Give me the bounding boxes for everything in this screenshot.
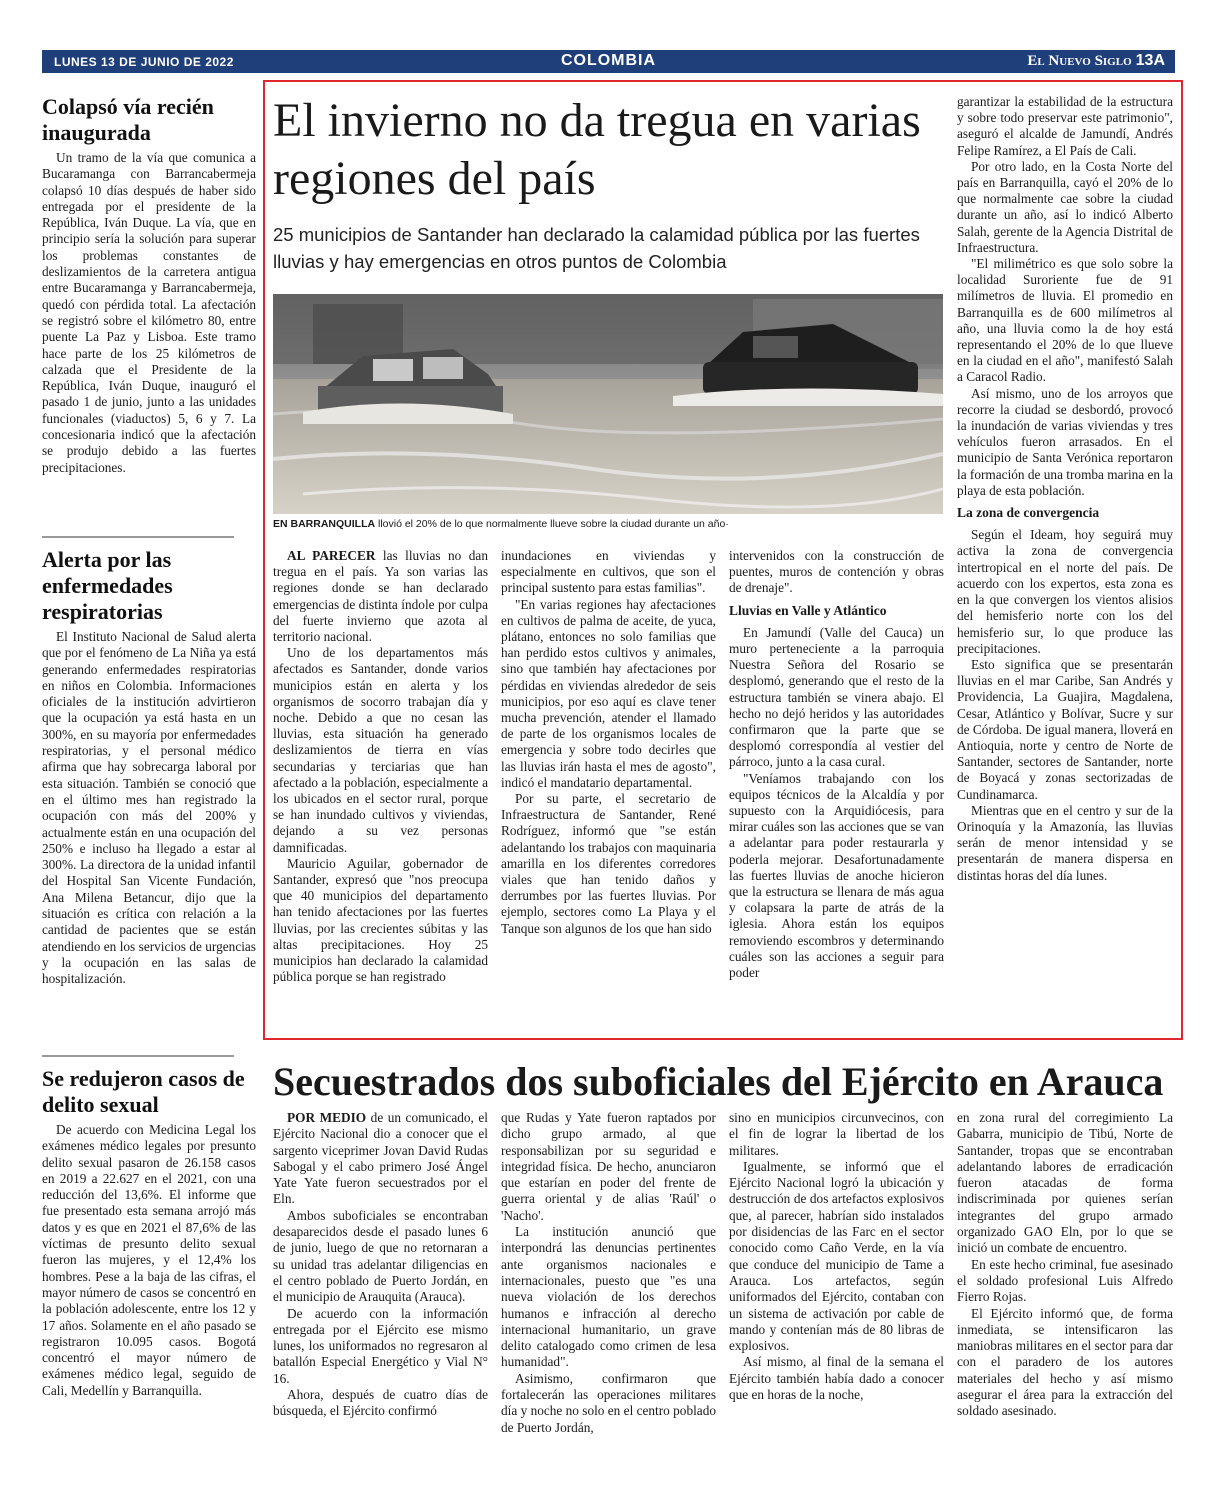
lead-in: AL PARECER	[287, 548, 376, 563]
story-column-2	[501, 1110, 716, 1436]
story-title: Colapsó vía recién inaugurada	[42, 94, 214, 145]
paragraph: Así mismo, al final de la semana el Ejército también había dado a conocer que en horas de la noche,	[729, 1354, 944, 1403]
page-number: 13A	[1135, 52, 1165, 69]
flood-photo	[273, 294, 943, 514]
feature-column-1	[273, 548, 488, 985]
subhead: La zona de convergencia	[957, 505, 1100, 521]
issue-date: LUNES 13 DE JUNIO DE 2022	[54, 55, 234, 69]
paragraph: "El milimétrico es que solo sobre la localidad Suroriente fue de 91 milímetros de lluvia. El promedio en Barranquilla es de 600 milímetros al año, una lluvia como la de hoy está representando el 20% de lo que llueve en la ciudad en el año", manifestó Salah a Caracol Radio.	[957, 256, 1173, 385]
feature-column-4	[957, 94, 1173, 884]
caption-lead: EN BARRANQUILLA	[273, 518, 376, 530]
paragraph: En este hecho criminal, fue asesinado el soldado profesional Luis Alfredo Fierro Rojas.	[957, 1256, 1173, 1305]
paragraph: Mientras que en el centro y sur de la Orinoquía y la Amazonía, las lluvias serán de menor intensidad y se presentarán de manera dispersa en distintas horas del día lunes.	[957, 802, 1173, 883]
page-header	[42, 50, 1175, 73]
paragraph: "En varias regiones hay afectaciones en cultivos de palma de aceite, de yuca, plátano, entonces no solo familias que han perdido estos cultivos y animales, sino que también hay afectaciones por pérdidas en viviendas alrededor de seis municipios, por eso aquí es clave tener mucha prevención, atender el llamado de parte de los organismos locales de emergencia y sobre todo decirles que las lluvias irán hasta el mes de agosto", indicó el mandatario departamental.	[501, 596, 716, 790]
paragraph: las lluvias no dan tregua en el país. Ya son varias las regiones donde se han declarado emergencias de distinta índole por culpa del fuerte invierno que azota al territorio nacional.	[273, 548, 488, 645]
feature-column-3	[729, 548, 944, 981]
paragraph: En Jamundí (Valle del Cauca) un muro perteneciente a la parroquia Nuestra Señora del Rosario se desplomó, generando que el resto de la estructura también se vinera abajo. El hecho no dejó heridos y las autoridades confirmaron que la parte que se desplomó correspondía al vestier del párroco, junto a la casa cural.	[729, 624, 944, 770]
paragraph: intervenidos con la construcción de puentes, muros de contención y obras de drenaje".	[729, 548, 944, 596]
subhead: Lluvias en Valle y Atlántico	[729, 602, 887, 618]
paragraph: El Ejército informó que, de forma inmediata, se intensificaron las maniobras militares en el sector para dar con el paradero de los autores materiales del hecho y así mismo asegurar el área para la extracción del soldado asesinado.	[957, 1305, 1173, 1419]
paragraph: Mauricio Aguilar, gobernador de Santander, expresó que "nos preocupa que 40 municipios del departamento han tenido afectaciones por las fuertes lluvias, por las crecientes súbitas y las altas precipitaciones. Hoy 25 municipios han declarado la calamidad pública porque se han registrado	[273, 855, 488, 985]
story-body: Un tramo de la vía que comunica a Bucaramanga con Barrancabermeja colapsó 10 días después de haber sido entregada por el presidente de la República, Iván Duque. La vía, que en principio sería la solución para superar los problemas constantes de deslizamientos de la carretera antigua entre Bucaramanga y Barrancabermeja, quedó con pérdida total. La afectación se registró sobre el kilómetro 80, entre puente La Paz y Lisboa. Este tramo hace parte de los 25 kilómetros de calzada que el Presidente de la República, Iván Duque, inauguró el pasado 1 de junio, junto a las unidades funcionales (viaductos) 5, 6 y 7. La concesionaria indicó que la afectación se produjo debido a las fuertes precipitaciones.	[42, 150, 256, 475]
paragraph: Igualmente, se informó que el Ejército Nacional logró la ubicación y destrucción de dos artefactos explosivos que, al parecer, habrían sido instalados por disidencias de las Farc en el sector conocido como Caño Verde, en la vía que conduce del municipio de Tame a Arauca. Los artefactos, según uniformados del Ejército, contaban con un sistema de activación por cable de mando y contenían más de 80 libras de explosivos.	[729, 1158, 944, 1354]
divider	[42, 1055, 234, 1057]
story-body: De acuerdo con Medicina Legal los exámenes médico legales por presunto delito sexual pasaron de 26.158 casos en 2019 a 22.627 en el 2021, con una reducción del 13,6%. El informe que fue presentado esta semana arrojó más datos y es que en 2021 el 87,6% de las víctimas de presunto delito sexual fueron las mujeres, y el 12,4% los hombres. Pese a la baja de las cifras, el mayor número de casos se concentró en la población adolescente, entre los 12 y 17 años. Solamente en el año pasado se registraron 10.095 casos. Bogotá concentró el mayor número de exámenes médico legal, seguido de Cali, Medellín y Barranquilla.	[42, 1122, 256, 1398]
paragraph: Uno de los departamentos más afectados es Santander, donde varios municipios están en alerta y los organismos de socorro trabajan día y noche. Debido a que no cesan las lluvias, esta situación ha generado deslizamientos de tierra en vías secundarias y terciarias que han afectado a la población, especialmente a los ubicados en el sector rural, porque se han inundado cultivos y viviendas, dejando a su vez personas damnificadas.	[273, 645, 488, 855]
paragraph: Así mismo, uno de los arroyos que recorre la ciudad se desbordó, provocó la inundación de varias viviendas y tres vehículos fueron arrasados. En el municipio de Santa Verónica reportaron la formación de una tromba marina en la playa de esta población.	[957, 385, 1173, 498]
paragraph: en zona rural del corregimiento La Gabarra, municipio de Tibú, Norte de Santander, tropas que se encontraban adelantando labores de erradicación fueron atacadas de forma indiscriminada por quienes serían integrantes del grupo armado organizado GAO Eln, por lo que se inició un combate de encuentro.	[957, 1110, 1173, 1256]
paragraph: que Rudas y Yate fueron raptados por dicho grupo armado, al que responsabilizan por su seguridad e integridad física. De hecho, anunciaron que estarían en poder del frente de guerra oriental y de alias 'Raúl' o 'Nacho'.	[501, 1110, 716, 1223]
paragraph: Por otro lado, en la Costa Norte del país en Barranquilla, cayó el 20% de lo que normalmente cae sobre la ciudad durante un año, así lo indicó Alberto Salah, gerente de la Agencia Distrital de Infraestructura.	[957, 158, 1173, 255]
paragraph: Asimismo, confirmaron que fortalecerán las operaciones militares día y noche no solo en el centro poblado de Puerto Jordán,	[501, 1370, 716, 1435]
paragraph: Ahora, después de cuatro días de búsqueda, el Ejército confirmó	[273, 1387, 488, 1419]
masthead	[1027, 52, 1165, 70]
paragraph: "Veníamos trabajando con los equipos técnicos de la Alcaldía y por supuesto con la Arquidiócesis, para mirar cuáles son las acciones que se van a adelantar para poder restaurarla y poderla mejorar. Desafortunadamente las fuertes lluvias de anoche hicieron que la estructura se llenara de más agua y colapsara la parte de atrás de la iglesia. Ahora están los equipos removiendo escombros y determinando cuáles son las acciones a seguir para poder	[729, 770, 944, 981]
brand-name: El Nuevo Siglo	[1027, 53, 1132, 69]
paragraph: Por su parte, el secretario de Infraestructura de Santander, René Rodríguez, informó que "se están adelantando los trabajos con maquinaria amarilla en los diferentes corredores viales que han tenido daños y derrumbes por las fuertes lluvias. Por ejemplo, sectores como La Playa y el Tanque son algunos de los que han sido	[501, 791, 716, 936]
paragraph: de un comunicado, el Ejército Nacional dio a conocer que el sargento viceprimer Jovan David Rudas Sabogal y el cabo primero José Ángel Yate Yate fueron secuestrados por el Eln.	[273, 1110, 488, 1207]
paragraph: garantizar la estabilidad de la estructura y sobre todo preservar este patrimonio", aseguró el alcalde de Jamundí, Andrés Felipe Ramírez, a El País de Cali.	[957, 94, 1173, 158]
sidebar-story-sexual-crime	[42, 1066, 256, 1399]
paragraph: La institución anunció que interpondrá las denuncias pertinentes ante organismos nacionales e internacionales, puesto que "es una nueva violación de los derechos humanos e infracción al derecho internacional humanitario, un grave delito catalogado como crimen de lesa humanidad".	[501, 1224, 716, 1370]
photo-caption	[273, 518, 943, 531]
feature-column-2	[501, 548, 716, 937]
sidebar-story-via	[42, 94, 256, 476]
story-column-4	[957, 1110, 1173, 1420]
paragraph: sino en municipios circunvecinos, con el fin de lograr la libertad de los militares.	[729, 1110, 944, 1158]
paragraph: Esto significa que se presentarán lluvias en el mar Caribe, San Andrés y Providencia, La Guajira, Magdalena, Cesar, Atlántico y Bolívar, Sucre y sur de Córdoba. De igual manera, lloverá en Antioquia, norte y centro de Norte de Santander, sectores de Santander, norte de Boyacá y zonas sectorizadas de Cundinamarca.	[957, 656, 1173, 802]
story-title: Alerta por las enfermedades respiratorias	[42, 547, 173, 624]
story-headline: Secuestrados dos suboficiales del Ejército en Arauca	[273, 1059, 1164, 1104]
sidebar-story-respiratory	[42, 547, 256, 988]
flooded-street-image	[273, 294, 943, 514]
feature-headline: El invierno no da tregua en varias regiones del país	[273, 94, 921, 205]
paragraph: De acuerdo con la información entregada por el Ejército ese mismo lunes, los uniformados no regresaron al batallón Especial Energético y Vial N° 16.	[273, 1305, 488, 1386]
story-body: El Instituto Nacional de Salud alerta que por el fenómeno de La Niña ya está generando enfermedades respiratorias en niños en Colombia. Informaciones oficiales de la institución advirtieron que la ocupación ya está hasta en un 300%, en su mayoría por enfermedades respiratorias, y el personal médico afirma que hay sobrecarga laboral por esta situación. También se conoció que en el último mes han registrado la ocupación con más del 200% y actualmente están en una ocupación del 250% e incluso ha llegado a estar al 300%. La directora de la unidad infantil del Hospital San Vicente Fundación, Ana Milena Betancur, dijo que la situación es crítica con relación a la cantidad de pacientes que se están atendiendo en los servicios de urgencias y la ocupación en las salas de hospitalización.	[42, 629, 256, 987]
story-column-1	[273, 1110, 488, 1420]
feature-deck: 25 municipios de Santander han declarado la calamidad pública por las fuertes lluvias y hay emergencias en otros puntos de Colombia	[273, 224, 920, 272]
story-title: Se redujeron casos de delito sexual	[42, 1066, 245, 1117]
caption-text: llovió el 20% de lo que normalmente llueve sobre la ciudad durante un año·	[375, 518, 729, 530]
story-column-3	[729, 1110, 944, 1403]
paragraph: inundaciones en viviendas y especialmente en cultivos, que son el principal sustento para estas familias".	[501, 548, 716, 596]
paragraph: Según el Ideam, hoy seguirá muy activa la zona de convergencia intertropical en el norte del país. De acuerdo con los expertos, esta zona es en la que convergen los vientos alisios del hemisferio norte con los del hemisferio sur, lo que produce las precipitaciones.	[957, 527, 1173, 656]
lead-in: POR MEDIO	[287, 1110, 367, 1125]
paragraph: Ambos suboficiales se encontraban desaparecidos desde el pasado lunes 6 de junio, luego de que no retornaran a su unidad tras adelantar diligencias en el centro poblado de Puerto Jordán, en el municipio de Arauquita (Arauca).	[273, 1207, 488, 1305]
section-title: COLOMBIA	[560, 52, 657, 69]
divider	[42, 536, 234, 538]
